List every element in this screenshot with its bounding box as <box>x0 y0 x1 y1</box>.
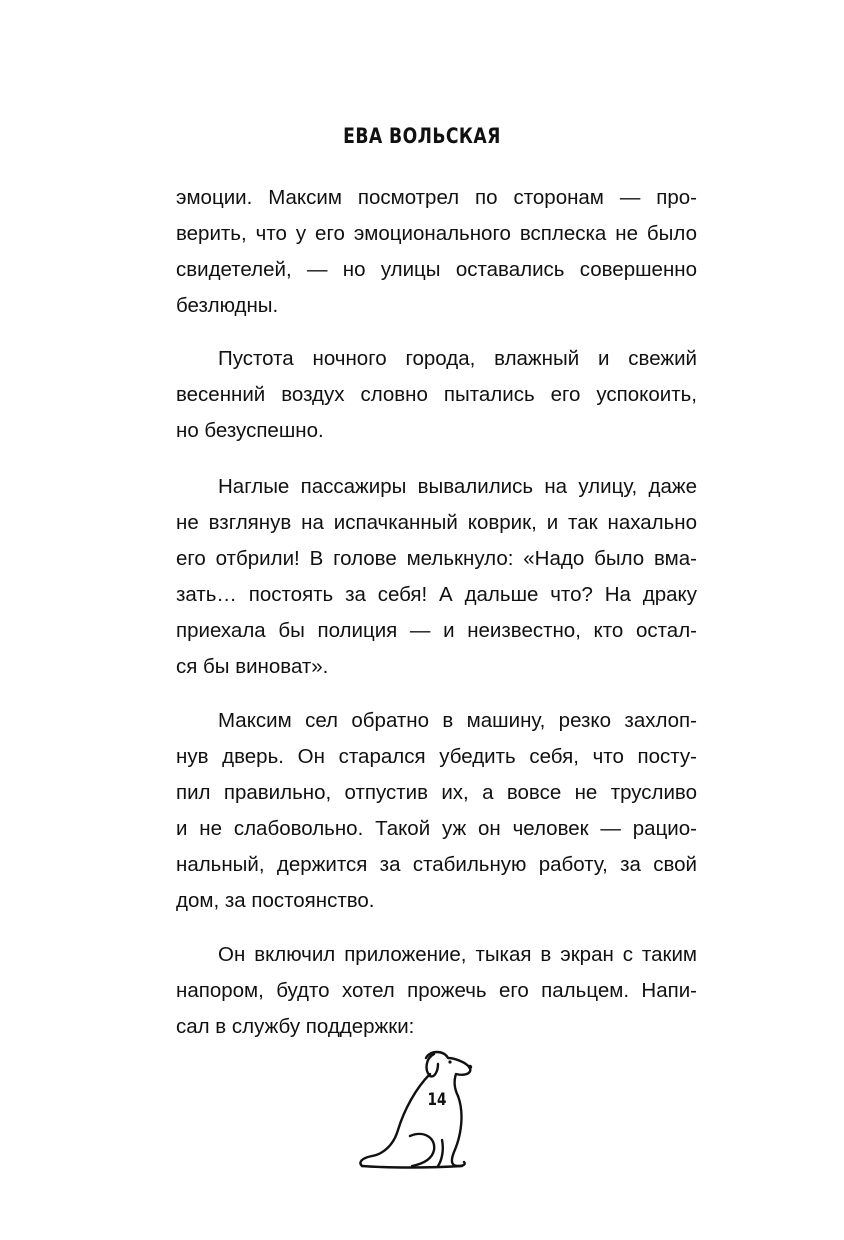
text-line: напором, будто хотел прожечь его пальцем. Напи- <box>176 979 697 1002</box>
text-line: но безуспешно. <box>176 419 324 442</box>
text-line: эмоции. Максим посмотрел по сторонам — про- <box>176 186 697 209</box>
text-line: зать… постоять за себя! А дальше что? На драку <box>176 583 697 606</box>
text-line: Максим сел обратно в машину, резко захлоп- <box>218 709 697 732</box>
text-line: нув дверь. Он старался убедить себя, что посту- <box>176 745 697 768</box>
text-line: Пустота ночного города, влажный и свежий <box>218 347 697 370</box>
text-line: свидетелей, — но улицы оставались совершенно <box>176 258 697 281</box>
text-line: безлюдны. <box>176 294 279 317</box>
text-line: не взглянув на испачканный коврик, и так нахально <box>176 511 697 534</box>
text-line: весенний воздух словно пытались его успокоить, <box>176 383 697 406</box>
paragraph-3 <box>176 469 697 685</box>
paragraph-5 <box>176 937 697 1045</box>
text-line: Он включил приложение, тыкая в экран с таким <box>218 943 697 966</box>
text-line: верить, что у его эмоционального всплеска не было <box>176 222 697 245</box>
paragraph-1 <box>176 180 697 324</box>
running-head-author: ЕВА ВОЛЬСКАЯ <box>343 124 501 148</box>
text-line: и не слабовольно. Такой уж он человек — рацио- <box>176 817 697 840</box>
text-line: нальный, держится за стабильную работу, за свой <box>176 853 697 876</box>
paragraph-2 <box>176 341 697 449</box>
text-line: сал в службу поддержки: <box>176 1015 415 1038</box>
page-number: 14 <box>427 1090 447 1110</box>
dog-icon <box>350 1044 480 1174</box>
text-line: его отбрили! В голове мелькнуло: «Надо было вма- <box>176 547 697 570</box>
text-line: пил правильно, отпустив их, а вовсе не трусливо <box>176 781 697 804</box>
text-line: Наглые пассажиры вывалились на улицу, даже <box>218 475 697 498</box>
paragraph-4 <box>176 703 697 919</box>
text-line: дом, за постоянство. <box>176 889 375 912</box>
text-line: ся бы виноват». <box>176 655 329 678</box>
text-line: приехала бы полиция — и неизвестно, кто остал- <box>176 619 697 642</box>
